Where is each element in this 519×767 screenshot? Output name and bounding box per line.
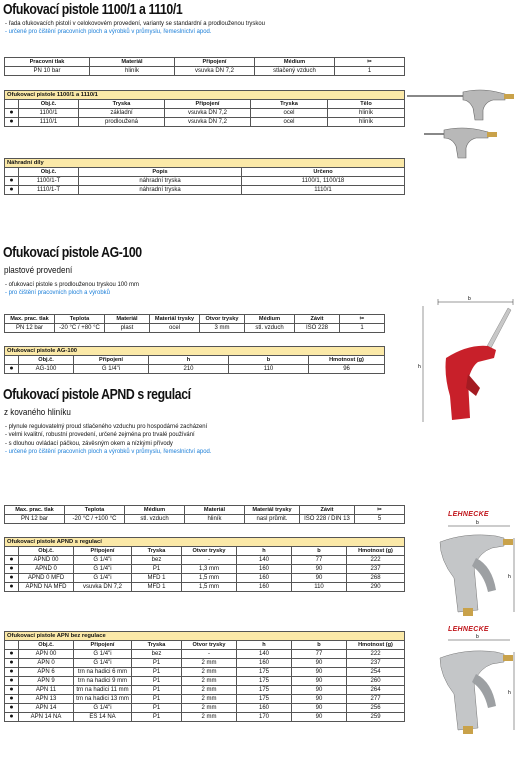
dim-b-label: b — [468, 296, 471, 302]
bullet-highlight: - pro čištění pracovních ploch a výrobků — [5, 289, 110, 297]
table-row: ● AG-100 G 1/4"i 210 110 96 — [5, 365, 385, 374]
col-head: Tělo — [328, 100, 405, 109]
col-head: Popis — [79, 168, 242, 177]
spec-head-icon: ✂ — [340, 315, 385, 324]
bullet: - ofukovací pistole s prodlouženou tryskou 100 mm — [5, 281, 139, 288]
ag100-gun-image — [418, 296, 518, 428]
table-row: ● APN 0 G 1/4"i P1 2 mm 160 90 237 — [5, 659, 405, 668]
table-row: ● 1110/1 prodloužená vsuvka DN 7,2 ocel hliník — [5, 118, 405, 127]
section2-product-table: Ofukovací pistole AG-100 Obj.č. Připojení h b Hmotnost (g) ● AG-100 G 1/4"i 210 110 96 — [4, 346, 385, 374]
blow-gun-long-image — [405, 86, 517, 126]
spec-head-icon: ✂ — [335, 58, 405, 67]
section2-title: Ofukovací pistole AG-100 — [3, 244, 142, 261]
bullet-highlight: - určené pro čištění pracovních ploch a výrobků v průmyslu, řemeslnictví apod. — [5, 28, 212, 36]
table-row: ● 1110/1-T náhradní tryska 1110/1 — [5, 186, 405, 195]
table-row: ● APND 00 G 1/4"i bez - 140 77 222 — [5, 556, 405, 565]
table-row: ● APND 0 G 1/4"i P1 1,3 mm 160 90 237 — [5, 565, 405, 574]
spec-cell: PN 10 bar — [5, 67, 90, 76]
section1-spareparts-table — [4, 158, 405, 195]
col-head: Určeno — [242, 168, 405, 177]
apn-gun-image — [418, 634, 518, 738]
section3-apnd-table: Ofukovací pistole APND s regulací Obj.č. Připojení Tryska Otvor trysky h b Hmotnost (g) ● APND 00 G 1/4"i bez - 140 77 222 ● APND 0 G 1/4"i P1 1,3 mm 160 90 237 ● APND 0 MFD G 1/4"i MFD 1 1,5 mm 160 90 268 ● APND NA MFD vsuvka DN 7,2 MFD 1 1,5 mm 160 110 290 — [4, 537, 405, 592]
dim-h-label: h — [508, 574, 511, 580]
bullet: - velmi kvalitní, robustní provedení, určené zejména pro trvalé používání — [5, 431, 195, 439]
dim-b-label: b — [476, 520, 479, 526]
apnd-gun-image — [418, 520, 518, 618]
bullet: - s dlouhou ovládací páčkou, závěsným okem a nízkými přívody — [5, 439, 173, 447]
table-row: ● 1100/1 základní vsuvka DN 7,2 ocel hliník — [5, 109, 405, 118]
table-caption: Ofukovací pistole 1100/1 a 1110/1 — [5, 91, 405, 100]
bullet-highlight: - určené pro čištění pracovních ploch a výrobků v průmyslu, řemeslnictví apod. — [5, 448, 212, 456]
dim-h-label: h — [508, 690, 511, 696]
col-head: Tryska — [79, 100, 165, 109]
table-row: ● APN 13 trn na hadici 13 mm P1 2 mm 175 90 277 — [5, 695, 405, 704]
section3-title: Ofukovací pistole APND s regulací — [3, 386, 191, 403]
section1-title: Ofukovací pistole 1100/1 a 1110/1 — [3, 1, 183, 18]
section2-subtitle: plastové provedení — [4, 265, 73, 276]
spec-cell: vsuvka DN 7,2 — [175, 67, 255, 76]
col-head: Připojení — [165, 100, 251, 109]
lehnecke-logo: LEHNECKE — [448, 511, 489, 518]
table-row: ● APN 6 trn na hadici 6 mm P1 2 mm 175 90 254 — [5, 668, 405, 677]
spec-head: Materiál — [90, 58, 175, 67]
dim-b-label: b — [476, 634, 479, 640]
spec-cell: stlačený vzduch — [255, 67, 335, 76]
section3-spec-table: Max. prac. tlak Teplota Médium Materiál Materiál trysky Závit ✂ PN 12 bar -20 °C / +100 °C stl. vzduch hliník nasl průmit. ISO 228 / DIN 13 5 — [4, 505, 405, 524]
section3-bullets — [5, 423, 211, 457]
section2-spec-table: Max. prac. tlak Teplota Materiál Materiál trysky Otvor trysky Médium Závit ✂ PN 12 bar -20 °C / +80 °C plast ocel 3 mm stl. vzduch ISO 228 1 — [4, 314, 385, 333]
table-row: ● APN 14 G 1/4"i P1 2 mm 160 90 256 — [5, 704, 405, 713]
table-row: ● 1100/1-T náhradní tryska 1100/1, 1100/18 — [5, 177, 405, 186]
table-caption: Ofukovací pistole AG-100 — [5, 347, 385, 356]
section3-subtitle: z kovaného hliníku — [4, 407, 71, 418]
table-row: ● APND 0 MFD G 1/4"i MFD 1 1,5 mm 160 90 268 — [5, 574, 405, 583]
spec-cell: 1 — [335, 67, 405, 76]
table-row: ● APN 14 NA ES 14 NA P1 2 mm 170 90 259 — [5, 713, 405, 722]
section1-spec-table — [4, 57, 405, 76]
bullet: - řada ofukovacích pistolí v celokovovém provedení, varianty se standardní a prodlouženou tryskou — [5, 20, 265, 27]
dim-h-label: h — [418, 364, 421, 370]
col-head: Tryska — [251, 100, 328, 109]
table-row: ● APN 11 trn na hadici 11 mm P1 2 mm 175 90 264 — [5, 686, 405, 695]
table-row: ● APN 00 G 1/4"i bez - 140 77 222 — [5, 650, 405, 659]
blow-gun-short-image — [420, 126, 515, 161]
col-head: Obj.č. — [19, 100, 79, 109]
section1-bullets — [5, 20, 265, 37]
table-caption: Ofukovací pistole APN bez regulace — [5, 632, 405, 641]
spec-head: Připojení — [175, 58, 255, 67]
col-head: Obj.č. — [19, 168, 79, 177]
table-caption: Ofukovací pistole APND s regulací — [5, 538, 405, 547]
section2-bullets — [5, 281, 139, 298]
section3-apn-table: Ofukovací pistole APN bez regulace Obj.č. Připojení Tryska Otvor trysky h b Hmotnost (g) ● APN 00 G 1/4"i bez - 140 77 222 ● APN 0 G 1/4"i P1 2 mm 160 90 237 ● APN 6 trn na hadici 6 mm P1 2 mm 175 90 254 ● APN 9 trn na hadici 9 mm P1 2 mm 175 90 260 ● APN 11 trn na hadici 11 mm P1 2 mm 175 90 264 ● APN 13 trn na hadici 13 mm P1 2 mm 175 90 277 ● APN 14 G 1/4"i P1 2 mm 160 90 256 ● APN 14 NA ES 14 NA P1 2 mm 170 90 259 — [4, 631, 405, 722]
lehnecke-logo: LEHNECKE — [448, 626, 489, 633]
spec-head-icon: ✂ — [355, 506, 405, 515]
table-row: ● APN 9 trn na hadici 9 mm P1 2 mm 175 90 260 — [5, 677, 405, 686]
section1-product-table — [4, 90, 405, 127]
spec-head: Médium — [255, 58, 335, 67]
table-caption: Náhradní díly — [5, 159, 405, 168]
table-row: ● APND NA MFD vsuvka DN 7,2 MFD 1 1,5 mm 160 110 290 — [5, 583, 405, 592]
spec-cell: hliník — [90, 67, 175, 76]
bullet: - plynule regulovatelný proud stlačeného vzduchu pro hospodárné zacházení — [5, 423, 208, 430]
spec-head: Pracovní tlak — [5, 58, 90, 67]
